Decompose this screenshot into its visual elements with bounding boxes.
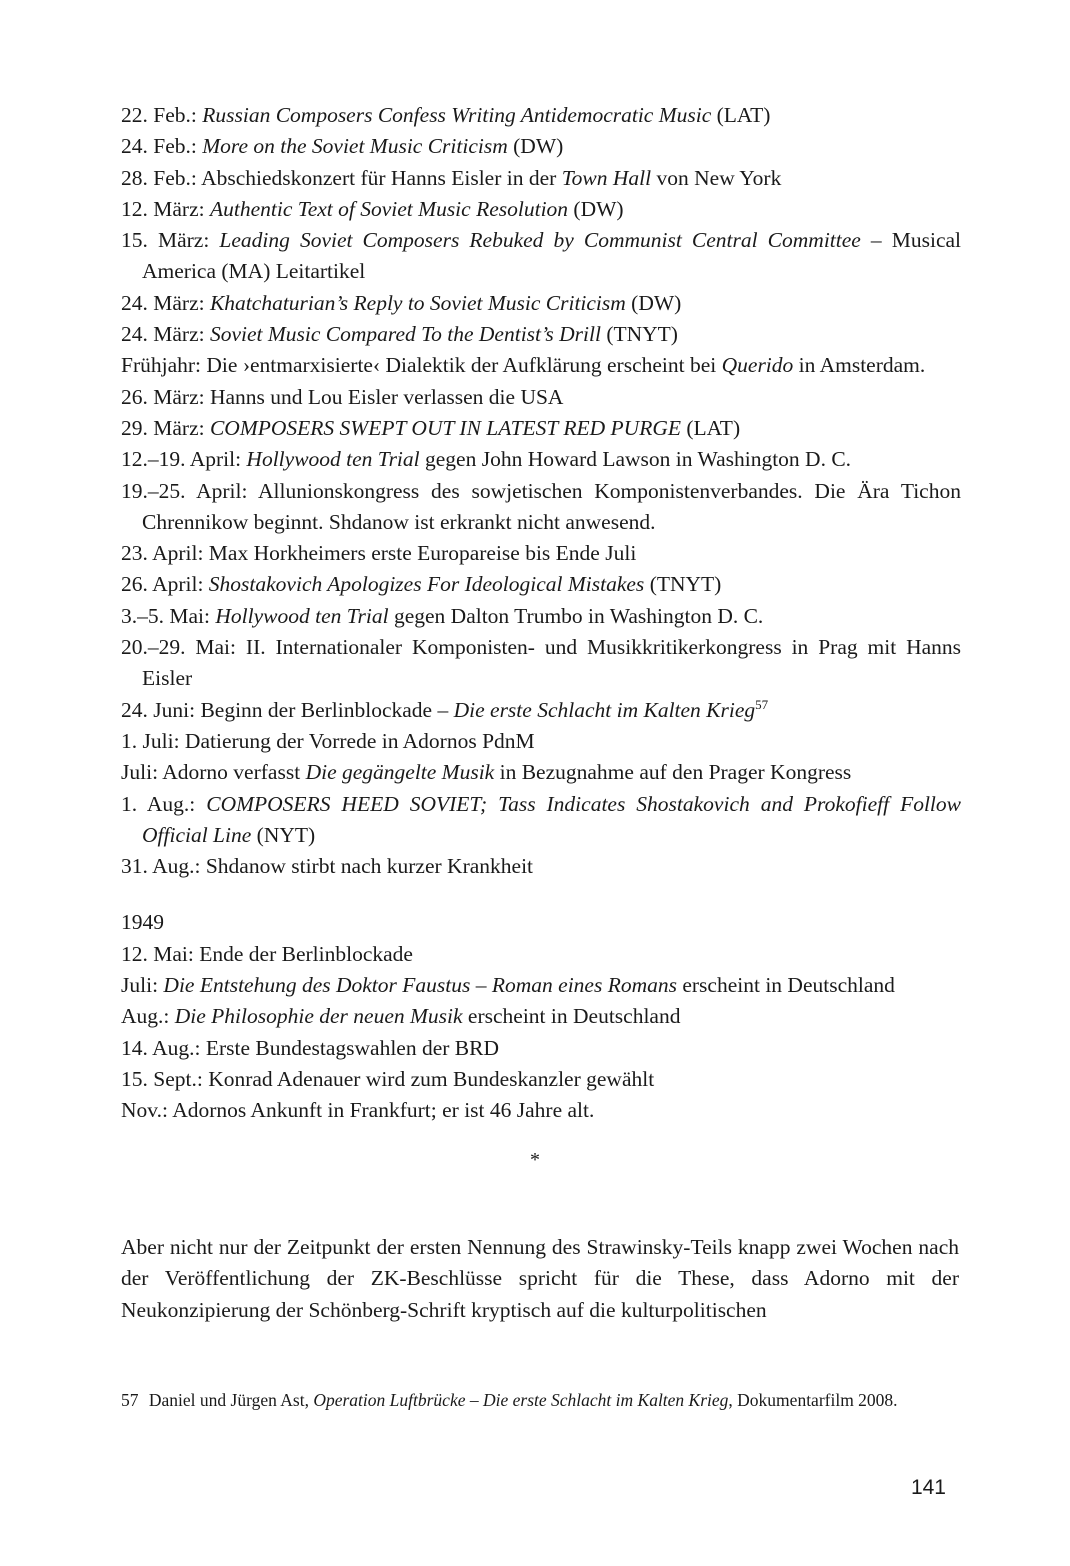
entry-title-italic: Shostakovich Apologizes For Ideological Mistakes (208, 572, 645, 597)
entry-date: 3.–5. Mai: (121, 603, 210, 628)
entry-text: – Musical America (MA) Leitartikel (142, 228, 962, 284)
entry-date: 15. März: (121, 228, 210, 253)
entry-text: Konrad Adenauer wird zum Bundeskanzler gewählt (208, 1066, 655, 1091)
entry-text: in Bezugnahme auf den Prager Kongress (494, 760, 852, 785)
entry-text: Beginn der Berlinblockade – (200, 697, 454, 722)
chronology-entry (121, 100, 961, 131)
entry-date: 29. März: (121, 415, 205, 440)
entry-date: 19.–25. April: (121, 478, 248, 503)
chronology-entry (121, 476, 961, 539)
entry-date: 12.–19. April: (121, 447, 242, 472)
chronology-entry (121, 225, 961, 288)
entry-title-italic: Russian Composers Confess Writing Antidemocratic Music (202, 103, 712, 127)
entry-title-italic: Querido (721, 353, 794, 378)
entry-date: 1. Juli: (121, 728, 180, 753)
entry-date: 1. Aug.: (121, 791, 196, 816)
section-separator: * (530, 1149, 540, 1171)
body-paragraph: Aber nicht nur der Zeitpunkt der ersten Nennung des Strawinsky-Teils knapp zwei Wochen nach der Veröffentlichung der ZK-Beschlüsse spricht für die These, dass Adorno mit der Neukonzipierung der Schönberg-Schrift kryptisch auf die kulturpolitischen (121, 1235, 959, 1322)
footnote-number: 57 (121, 1390, 139, 1410)
entry-text: (LAT) (681, 415, 741, 440)
entry-title-italic: Authentic Text of Soviet Music Resolution (209, 196, 569, 221)
entry-title-italic: Hollywood ten Trial (215, 603, 389, 628)
entry-date: 28. Feb.: (121, 165, 197, 190)
chronology-entry (121, 382, 961, 413)
entry-title-italic: Die erste Schlacht im Kalten Krieg (453, 697, 756, 722)
footnote-title-italic: Operation Luftbrücke – Die erste Schlacht im Kalten Krieg (313, 1390, 729, 1410)
entry-title-italic: Die Philosophie der neuen Musik (174, 1004, 463, 1029)
chronology-entry (121, 695, 961, 726)
footnote-text: Daniel und Jürgen Ast, (148, 1390, 314, 1410)
entry-text: Die ›entmarxisierte‹ Dialektik der Aufklärung erscheint bei (206, 353, 722, 378)
entry-text: gegen John Howard Lawson in Washington D. C. (419, 447, 852, 472)
chronology-entry (121, 1001, 961, 1032)
footnote-text: , Dokumentarfilm 2008. (728, 1390, 898, 1410)
entry-date: 31. Aug.: (121, 854, 201, 879)
chronology-entry (121, 444, 961, 475)
entry-title-italic: COMPOSERS SWEPT OUT IN LATEST RED PURGE (209, 415, 681, 440)
entry-title-italic: Hollywood ten Trial (246, 447, 420, 472)
chronology-entry (121, 538, 961, 569)
entry-title-italic: Die Entstehung des Doktor Faustus – Roman eines Romans (163, 973, 677, 998)
chronology-entry (121, 939, 961, 970)
entry-title-italic: COMPOSERS HEED SOVIET; Tass Indicates Shostakovich and Prokofieff Follow Official Line (142, 791, 961, 847)
entry-title-italic: Soviet Music Compared To the Dentist’s Drill (209, 322, 601, 347)
entry-text: erscheint in Deutschland (676, 973, 895, 998)
entry-date: 12. Mai: (121, 941, 194, 966)
entry-text: (DW) (625, 290, 682, 315)
entry-text: (LAT) (711, 103, 771, 127)
chronology-entry (121, 632, 961, 695)
chronology-entry (121, 757, 961, 788)
entry-date: 12. März: (121, 196, 205, 221)
chronology-entry (121, 350, 961, 381)
chronology-entry (121, 1095, 961, 1126)
chronology-entry (121, 1064, 961, 1095)
footnote (121, 1386, 959, 1414)
entry-text: II. Internationaler Komponisten- und Musikkritikerkongress in Prag mit Hanns Eisler (142, 635, 962, 691)
entry-date: 26. März: (121, 384, 205, 409)
entry-date: 20.–29. Mai: (121, 635, 237, 660)
entry-text: (NYT) (251, 822, 316, 847)
entry-text: von New York (651, 165, 782, 190)
entry-date: Frühjahr: (121, 353, 202, 378)
entry-date: Juli: (121, 973, 159, 998)
entry-date: 24. März: (121, 322, 205, 347)
chronology-entry (121, 194, 961, 225)
chronology-entry (121, 163, 961, 194)
entry-text: Allunionskongress des sowjetischen Komponistenverbandes. Die Ära Tichon Chrennikow beginnt. Shdanow ist erkrankt nicht anwesend. (142, 478, 961, 534)
chronology-1948 (121, 100, 961, 882)
entry-title-italic: More on the Soviet Music Criticism (202, 134, 508, 159)
entry-text: Adornos Ankunft in Frankfurt; er ist 46 Jahre alt. (172, 1098, 595, 1123)
entry-text: Max Horkheimers erste Europareise bis Ende Juli (208, 541, 637, 566)
chronology (121, 100, 961, 1127)
entry-title-italic: Khatchaturian’s Reply to Soviet Music Criticism (209, 290, 626, 315)
entry-text: (DW) (568, 196, 624, 221)
chronology-1949 (121, 939, 961, 1127)
entry-text: Hanns und Lou Eisler verlassen die USA (209, 384, 564, 409)
chronology-entry (121, 288, 961, 319)
chronology-entry (121, 319, 961, 350)
entry-text: (DW) (507, 134, 564, 159)
chronology-entry (121, 851, 961, 882)
entry-date: 23. April: (121, 541, 204, 566)
entry-text: Erste Bundestagswahlen der BRD (205, 1035, 500, 1060)
chronology-entry (121, 131, 961, 162)
entry-text: gegen Dalton Trumbo in Washington D. C. (388, 603, 764, 628)
chronology-entry (121, 789, 961, 852)
entry-date: Aug.: (121, 1004, 170, 1029)
entry-text: (TNYT) (644, 572, 722, 597)
entry-date: Juli: (121, 760, 159, 785)
chronology-entry (121, 413, 961, 444)
chronology-entry (121, 1033, 961, 1064)
entry-title-italic: Leading Soviet Composers Rebuked by Communist Central Committee (219, 228, 861, 253)
chronology-entry (121, 726, 961, 757)
chronology-entry (121, 601, 961, 632)
entry-date: 22. Feb.: (121, 103, 197, 127)
entry-date: Nov.: (121, 1098, 168, 1123)
footnote-reference: 57 (755, 696, 769, 712)
page-number: 141 (910, 1476, 946, 1499)
entry-text: Shdanow stirbt nach kurzer Krankheit (205, 854, 534, 879)
entry-date: 14. Aug.: (121, 1035, 201, 1060)
entry-text: (TNYT) (600, 322, 678, 347)
entry-text: erscheint in Deutschland (462, 1004, 681, 1029)
entry-text: Ende der Berlinblockade (199, 941, 413, 966)
entry-date: 24. März: (121, 290, 205, 315)
entry-title-italic: Die gegängelte Musik (305, 760, 495, 785)
entry-date: 24. Juni: (121, 697, 196, 722)
year-heading: 1949 (121, 910, 164, 935)
entry-text: Adorno verfasst (162, 760, 306, 785)
entry-text: Abschiedskonzert für Hanns Eisler in der (201, 165, 562, 190)
entry-date: 24. Feb.: (121, 134, 197, 159)
entry-date: 26. April: (121, 572, 204, 597)
entry-text: Datierung der Vorrede in Adornos PdnM (184, 728, 535, 753)
chronology-entry (121, 569, 961, 600)
entry-text: in Amsterdam. (793, 353, 926, 378)
entry-title-italic: Town Hall (561, 165, 652, 190)
chronology-entry (121, 970, 961, 1001)
entry-date: 15. Sept.: (121, 1066, 203, 1091)
